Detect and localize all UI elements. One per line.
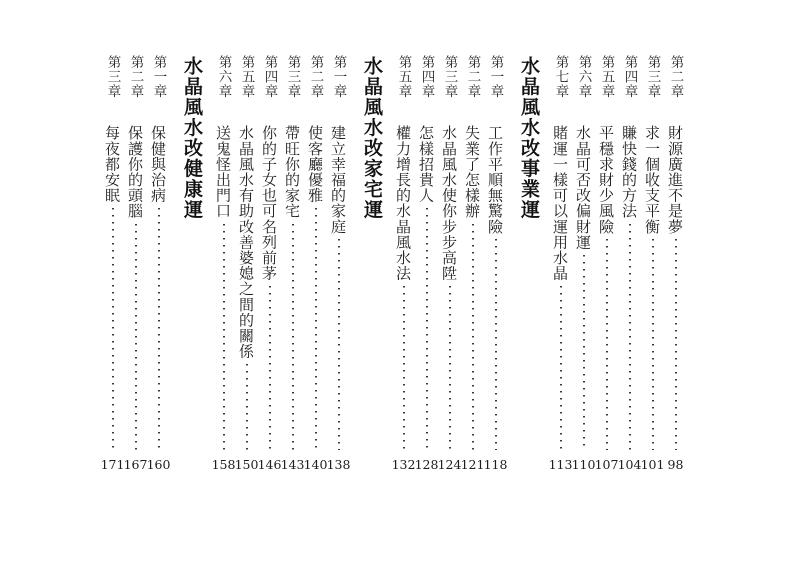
toc-entry <box>304 52 327 472</box>
dot-leader <box>327 234 350 454</box>
toc-entry <box>101 52 124 472</box>
chapter-title: 求一個收支平衡 <box>643 125 661 235</box>
chapter-label: 第五章 <box>395 55 412 99</box>
toc-entry <box>484 52 507 472</box>
chapter-title: 平穩求財少風險 <box>597 125 615 235</box>
dot-leader <box>664 234 687 454</box>
chapter-title: 送鬼怪出門口 <box>214 125 232 219</box>
dot-leader <box>258 281 281 454</box>
dot-leader <box>415 203 438 454</box>
toc-section-home <box>212 52 392 472</box>
chapter-title: 每夜都安眠 <box>103 125 121 203</box>
page-number: 140 <box>303 457 328 472</box>
dot-leader <box>101 203 124 454</box>
page-number: 124 <box>437 457 462 472</box>
toc-entry <box>595 52 618 472</box>
dot-leader <box>281 219 304 454</box>
chapter-label: 第六章 <box>575 55 592 99</box>
page-number: 150 <box>234 457 259 472</box>
chapter-title: 賺快錢的方法 <box>620 125 638 219</box>
chapter-title: 保護你的頭腦 <box>126 125 144 219</box>
chapter-title: 你的子女也可名列前茅 <box>260 125 278 281</box>
dot-leader <box>235 359 258 454</box>
dot-leader <box>304 203 327 454</box>
toc-entry <box>438 52 461 472</box>
toc-entry <box>664 52 687 472</box>
toc-section-health <box>101 52 212 472</box>
toc-entry <box>327 52 350 472</box>
section-heading: 水晶風水改事業運 <box>518 56 540 220</box>
chapter-title: 賭運一樣可以運用水晶 <box>551 125 569 281</box>
chapter-label: 第一章 <box>487 55 504 99</box>
chapter-title: 怎樣招貴人 <box>417 125 435 203</box>
page-number: 138 <box>326 457 351 472</box>
toc-section-wealth <box>549 52 687 472</box>
toc-entry <box>124 52 147 472</box>
page-number: 98 <box>667 457 684 472</box>
chapter-title: 權力增長的水晶風水法 <box>394 125 412 281</box>
dot-leader <box>212 219 235 454</box>
toc-entry <box>618 52 641 472</box>
chapter-title: 財源廣進不是夢 <box>666 125 684 235</box>
toc-entry <box>641 52 664 472</box>
chapter-label: 第二章 <box>307 55 324 99</box>
page-number: 158 <box>211 457 236 472</box>
page-number: 107 <box>594 457 619 472</box>
chapter-label: 第四章 <box>621 55 638 99</box>
chapter-title: 工作平順無驚險 <box>486 125 504 235</box>
chapter-label: 第六章 <box>215 55 232 99</box>
page-number: 143 <box>280 457 305 472</box>
chapter-title: 水晶風水有助改善婆媳之間的關係 <box>237 125 255 359</box>
dot-leader <box>572 250 595 454</box>
chapter-label: 第一章 <box>330 55 347 99</box>
toc-entry <box>572 52 595 472</box>
chapter-label: 第一章 <box>150 55 167 99</box>
chapter-title: 帶旺你的家宅 <box>283 125 301 219</box>
toc-entry <box>258 52 281 472</box>
chapter-title: 保健與治病 <box>149 125 167 203</box>
dot-leader <box>484 234 507 454</box>
toc-entry <box>461 52 484 472</box>
page-number: 104 <box>617 457 642 472</box>
chapter-label: 第二章 <box>464 55 481 99</box>
toc-entry <box>212 52 235 472</box>
section-heading: 水晶風水改家宅運 <box>361 56 383 220</box>
chapter-label: 第七章 <box>552 55 569 99</box>
toc-entry <box>147 52 170 472</box>
page-number: 167 <box>123 457 148 472</box>
dot-leader <box>461 219 484 454</box>
table-of-contents <box>101 52 687 472</box>
chapter-label: 第五章 <box>598 55 615 99</box>
page-number: 146 <box>257 457 282 472</box>
dot-leader <box>618 219 641 454</box>
page-number: 101 <box>640 457 665 472</box>
toc-section-career <box>392 52 549 472</box>
dot-leader <box>438 281 461 454</box>
chapter-label: 第二章 <box>667 55 684 99</box>
chapter-title: 水晶風水使你步步高陞 <box>440 125 458 281</box>
toc-entry <box>392 52 415 472</box>
chapter-label: 第四章 <box>261 55 278 99</box>
dot-leader <box>549 281 572 454</box>
page-number: 132 <box>391 457 416 472</box>
page-number: 171 <box>100 457 125 472</box>
page-number: 121 <box>460 457 485 472</box>
page-number: 160 <box>146 457 171 472</box>
chapter-label: 第三章 <box>441 55 458 99</box>
chapter-label: 第三章 <box>104 55 121 99</box>
section-heading: 水晶風水改健康運 <box>181 56 203 220</box>
dot-leader <box>595 234 618 454</box>
chapter-title: 建立幸福的家庭 <box>329 125 347 235</box>
dot-leader <box>147 203 170 454</box>
dot-leader <box>124 219 147 454</box>
page-number: 128 <box>414 457 439 472</box>
page-number: 110 <box>571 457 596 472</box>
toc-entry <box>549 52 572 472</box>
chapter-label: 第三章 <box>284 55 301 99</box>
chapter-title: 失業了怎樣辦 <box>463 125 481 219</box>
page-number: 113 <box>548 457 573 472</box>
toc-entry <box>235 52 258 472</box>
toc-entry <box>281 52 304 472</box>
chapter-label: 第五章 <box>238 55 255 99</box>
page-number: 118 <box>483 457 508 472</box>
chapter-label: 第二章 <box>127 55 144 99</box>
dot-leader <box>392 281 415 454</box>
dot-leader <box>641 234 664 454</box>
toc-entry <box>415 52 438 472</box>
chapter-label: 第四章 <box>418 55 435 99</box>
chapter-title: 使客廳優雅 <box>306 125 324 203</box>
chapter-label: 第三章 <box>644 55 661 99</box>
chapter-title: 水晶可否改偏財運 <box>574 125 592 250</box>
